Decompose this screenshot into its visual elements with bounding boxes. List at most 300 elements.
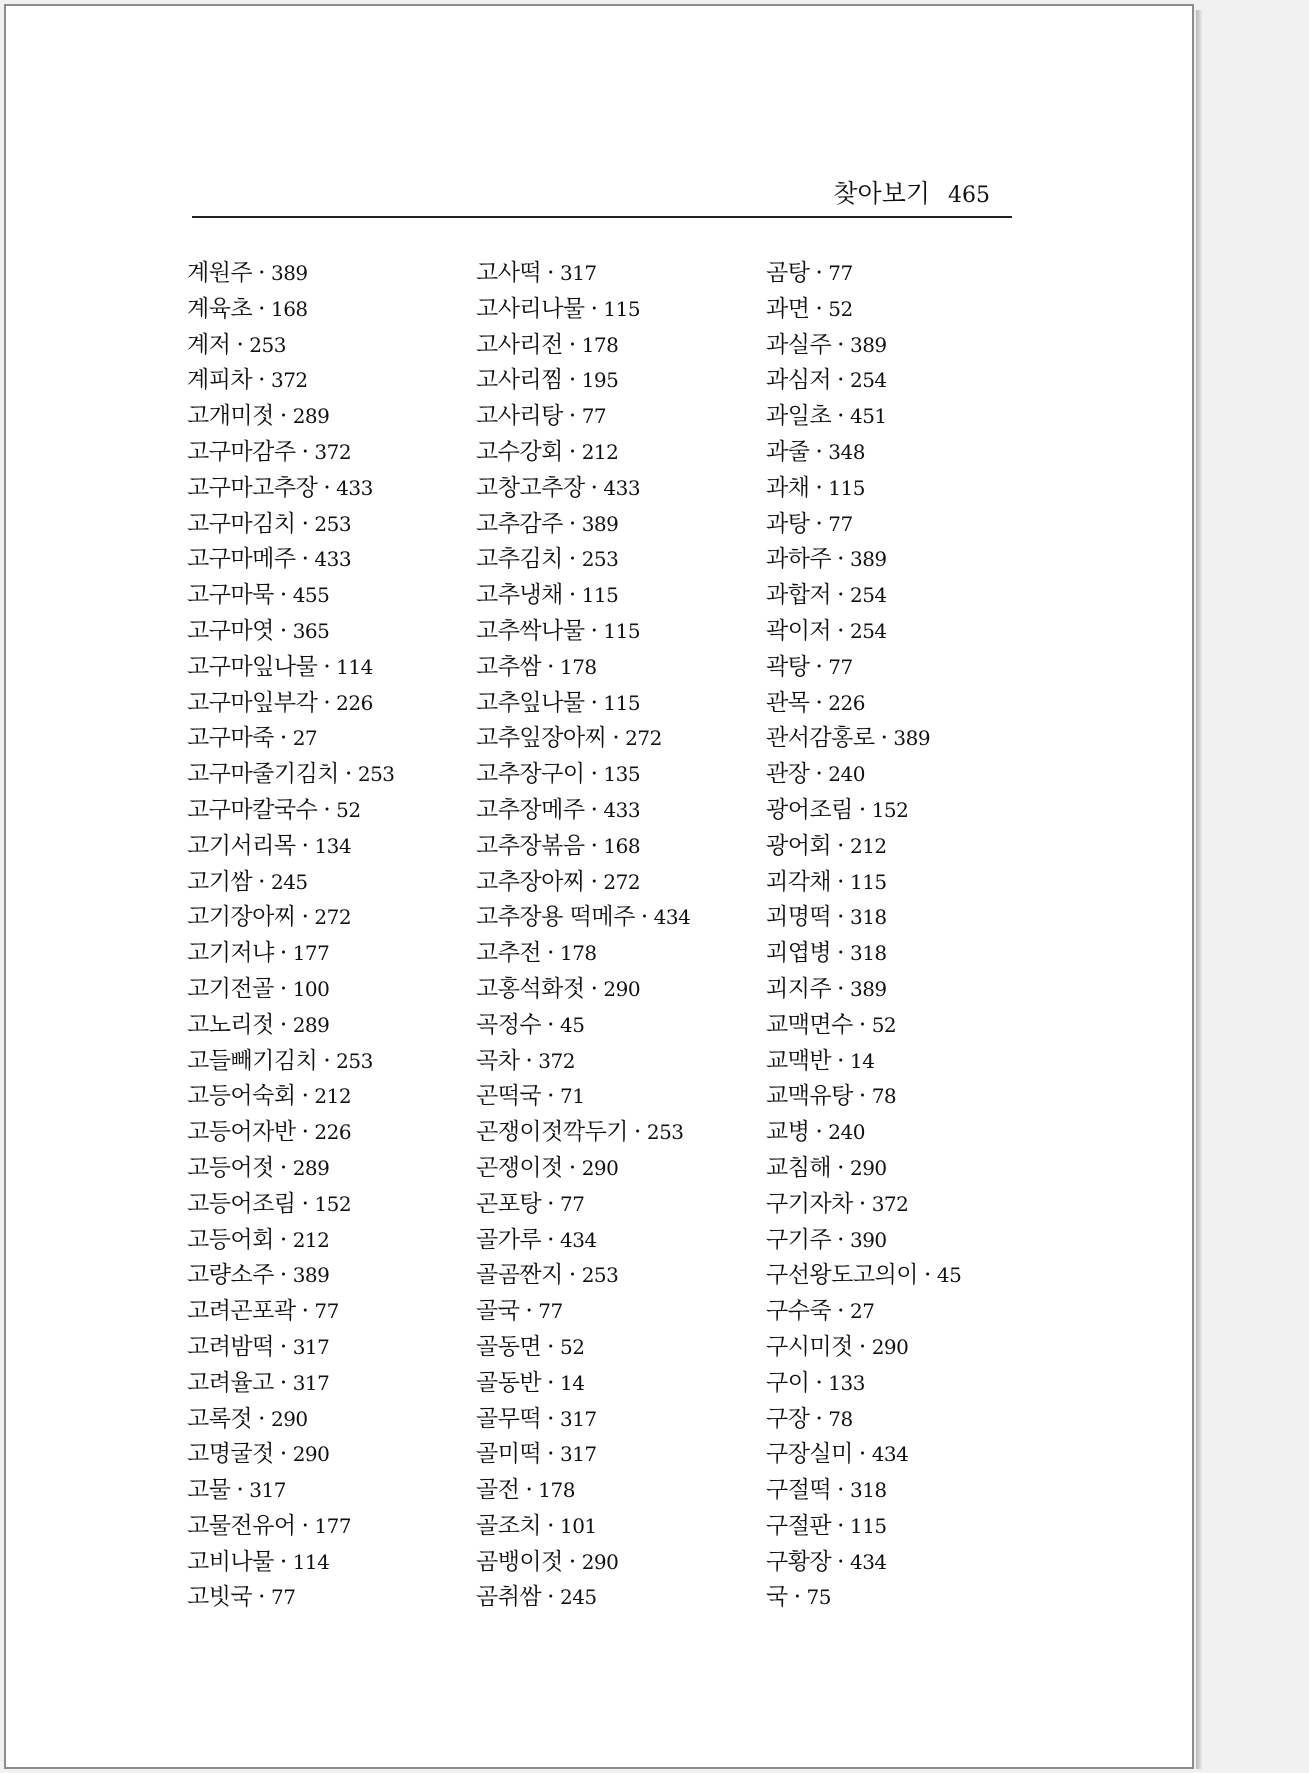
index-entry — [766, 793, 1066, 829]
index-page-number: 318 — [849, 941, 887, 966]
index-page-number: 389 — [849, 332, 887, 357]
index-page-number: 272 — [314, 905, 352, 930]
index-separator: · — [279, 725, 287, 752]
index-page-number: 389 — [849, 547, 887, 572]
index-term: 고수강회 — [476, 438, 563, 465]
index-separator: · — [279, 1011, 287, 1038]
index-separator: · — [815, 653, 823, 680]
index-entry — [187, 507, 487, 543]
index-page-number: 14 — [559, 1370, 585, 1395]
index-entry — [766, 1545, 1066, 1581]
index-entry — [766, 328, 1066, 364]
index-page-number: 433 — [336, 475, 373, 500]
index-term: 골전 — [476, 1477, 520, 1504]
index-term: 고물전유어 — [187, 1512, 296, 1539]
index-separator: · — [837, 904, 844, 931]
index-page-number: 245 — [559, 1585, 597, 1610]
index-term: 구장실미 — [766, 1441, 853, 1468]
index-page-number: 434 — [871, 1442, 909, 1467]
index-page-number: 152 — [871, 797, 909, 822]
index-page-number: 253 — [357, 762, 395, 787]
index-term: 과면 — [766, 295, 810, 322]
index-term: 고구마묵 — [187, 582, 274, 609]
index-page-number: 272 — [603, 869, 641, 894]
index-entry — [187, 1437, 487, 1473]
index-term: 과하주 — [766, 546, 832, 573]
index-page-number: 77 — [270, 1585, 296, 1610]
index-entry — [766, 686, 1066, 722]
index-separator: · — [568, 403, 576, 430]
index-entry — [476, 757, 776, 793]
index-term: 고추잎장아찌 — [476, 725, 607, 752]
index-entry — [476, 1580, 776, 1616]
index-entry — [766, 1366, 1066, 1402]
index-page-number: 290 — [292, 1442, 330, 1467]
index-page-number: 115 — [603, 296, 641, 321]
index-term: 고사리전 — [476, 331, 563, 358]
index-separator: · — [279, 617, 287, 644]
index-entry — [187, 471, 487, 507]
index-page-number: 290 — [581, 1155, 619, 1180]
index-separator: · — [858, 1441, 866, 1468]
index-term: 고추장용 떡메주 — [476, 904, 635, 931]
index-separator: · — [279, 1548, 287, 1575]
index-page-number: 212 — [292, 1227, 330, 1252]
index-separator: · — [547, 1369, 554, 1396]
index-term: 고구마엿 — [187, 617, 274, 644]
index-term: 교맥반 — [766, 1047, 832, 1074]
index-page-number: 115 — [828, 475, 865, 500]
index-separator: · — [258, 1584, 265, 1611]
index-term: 고사리찜 — [476, 367, 563, 394]
index-separator: · — [837, 1298, 844, 1325]
index-entry — [476, 399, 776, 435]
index-page-number: 433 — [603, 475, 641, 500]
index-separator: · — [547, 1584, 554, 1611]
index-separator: · — [547, 1190, 554, 1217]
index-entry — [766, 1258, 1066, 1294]
index-entry — [476, 793, 776, 829]
index-separator: · — [236, 1477, 244, 1504]
index-term: 교병 — [766, 1119, 810, 1146]
index-page-number: 434 — [559, 1227, 597, 1252]
index-term: 고노리젓 — [187, 1011, 274, 1038]
index-page-number: 240 — [828, 762, 865, 787]
index-term: 고기저냐 — [187, 940, 274, 967]
index-entry — [766, 1330, 1066, 1366]
index-term: 계저 — [187, 331, 231, 358]
index-separator: · — [837, 1548, 844, 1575]
index-entry — [187, 1580, 487, 1616]
index-separator: · — [301, 510, 309, 537]
index-page-number: 115 — [581, 583, 619, 608]
index-page-number: 27 — [292, 726, 318, 751]
index-entry — [187, 256, 487, 292]
index-term: 곤쟁이젓 — [476, 1154, 563, 1181]
index-term: 고구마김치 — [187, 510, 296, 537]
index-term: 고홍석화젓 — [476, 975, 585, 1002]
index-term: 과심저 — [766, 367, 832, 394]
index-page-number: 433 — [603, 797, 641, 822]
index-page-number: 389 — [849, 976, 887, 1001]
index-page-number: 77 — [314, 1299, 339, 1324]
index-entry — [187, 1545, 487, 1581]
index-entry — [766, 1044, 1066, 1080]
index-entry — [476, 614, 776, 650]
index-separator: · — [858, 1333, 866, 1360]
index-page-number: 365 — [292, 618, 330, 643]
index-page-number: 177 — [314, 1513, 352, 1538]
index-entry — [187, 1115, 487, 1151]
index-entry — [476, 829, 776, 865]
index-separator: · — [837, 1477, 844, 1504]
index-separator: · — [837, 1226, 844, 1253]
index-entry — [766, 936, 1066, 972]
index-separator: · — [323, 653, 331, 680]
index-entry — [766, 1402, 1066, 1438]
index-term: 고등어젓 — [187, 1154, 274, 1181]
index-entry — [766, 829, 1066, 865]
index-page-number: 212 — [849, 833, 887, 858]
index-separator: · — [590, 796, 598, 823]
index-separator: · — [323, 796, 331, 823]
index-entry — [476, 1294, 776, 1330]
index-entry — [476, 1545, 776, 1581]
index-separator: · — [323, 474, 331, 501]
index-term: 과줄 — [766, 438, 810, 465]
index-page-number: 52 — [828, 296, 853, 321]
index-term: 고구마고추장 — [187, 474, 318, 501]
index-separator: · — [837, 940, 844, 967]
index-separator: · — [279, 975, 287, 1002]
index-term: 고려곤포곽 — [187, 1298, 296, 1325]
index-entry — [766, 1151, 1066, 1187]
index-separator: · — [815, 510, 823, 537]
index-column-2 — [476, 256, 776, 1616]
index-page-number: 254 — [849, 583, 887, 608]
index-page-number: 77 — [538, 1299, 563, 1324]
index-page-number: 390 — [849, 1227, 887, 1252]
index-page-number: 52 — [559, 1334, 585, 1359]
index-term: 계육초 — [187, 295, 253, 322]
index-separator: · — [568, 1548, 576, 1575]
index-separator: · — [590, 975, 598, 1002]
index-page-number: 152 — [314, 1191, 352, 1216]
index-entry — [187, 829, 487, 865]
index-entry — [187, 1258, 487, 1294]
index-page-number: 455 — [292, 583, 330, 608]
index-entry — [476, 1473, 776, 1509]
index-separator: · — [815, 1405, 823, 1432]
index-page-number: 178 — [559, 941, 597, 966]
index-separator: · — [279, 940, 287, 967]
index-separator: · — [301, 832, 309, 859]
index-page-number: 52 — [871, 1012, 897, 1037]
index-page-number: 77 — [828, 511, 853, 536]
index-term: 고창고추장 — [476, 474, 585, 501]
index-term: 고비나물 — [187, 1548, 274, 1575]
index-term: 고구마칼국수 — [187, 796, 318, 823]
index-page-number: 101 — [559, 1513, 597, 1538]
index-term: 괴지주 — [766, 975, 832, 1002]
index-separator: · — [525, 1298, 533, 1325]
index-term: 고추김치 — [476, 546, 563, 573]
index-entry — [476, 1151, 776, 1187]
index-entry — [476, 471, 776, 507]
index-page-number: 317 — [559, 1406, 597, 1431]
index-entry — [766, 256, 1066, 292]
index-entry — [766, 757, 1066, 793]
index-separator: · — [345, 761, 352, 788]
index-entry — [476, 435, 776, 471]
index-separator: · — [837, 868, 844, 895]
index-page-number: 317 — [292, 1370, 330, 1395]
index-page-number: 77 — [828, 261, 853, 285]
index-separator: · — [301, 1512, 309, 1539]
index-separator: · — [258, 1405, 265, 1432]
index-entry — [766, 435, 1066, 471]
index-entry — [476, 1223, 776, 1259]
index-page-number: 434 — [653, 905, 691, 930]
index-page-number: 317 — [292, 1334, 330, 1359]
index-entry — [766, 292, 1066, 328]
index-entry — [766, 900, 1066, 936]
index-page-number: 27 — [849, 1299, 875, 1324]
index-entry — [766, 1437, 1066, 1473]
index-term: 고려율고 — [187, 1369, 274, 1396]
index-page-number: 77 — [559, 1191, 585, 1216]
index-separator: · — [279, 1369, 287, 1396]
index-entry — [187, 650, 487, 686]
index-page-number: 195 — [581, 368, 619, 393]
index-entry — [476, 292, 776, 328]
index-term: 계피차 — [187, 367, 253, 394]
index-separator: · — [837, 546, 844, 573]
index-separator: · — [236, 331, 244, 358]
index-entry — [476, 256, 776, 292]
index-page-number: 115 — [849, 1513, 887, 1538]
index-term: 곤쟁이젓깍두기 — [476, 1119, 629, 1146]
index-term: 고추장메주 — [476, 796, 585, 823]
index-page-number: 290 — [849, 1155, 887, 1180]
index-term: 고구마죽 — [187, 725, 274, 752]
index-term: 고추장구이 — [476, 761, 585, 788]
index-page-number: 115 — [603, 690, 641, 715]
index-separator: · — [568, 1154, 576, 1181]
index-separator: · — [547, 940, 554, 967]
index-page-number: 290 — [581, 1549, 619, 1574]
index-entry — [476, 1509, 776, 1545]
index-separator: · — [258, 868, 265, 895]
index-page-number: 389 — [292, 1263, 330, 1288]
index-separator: · — [590, 474, 598, 501]
index-page-number: 212 — [581, 439, 619, 464]
index-term: 고등어조림 — [187, 1190, 296, 1217]
index-entry — [187, 865, 487, 901]
index-entry — [476, 721, 776, 757]
index-term: 교맥유탕 — [766, 1083, 853, 1110]
index-term: 과실주 — [766, 331, 832, 358]
index-page-number: 168 — [270, 296, 308, 321]
index-term: 골미떡 — [476, 1441, 542, 1468]
index-term: 곽탕 — [766, 653, 810, 680]
index-page-number: 114 — [336, 654, 373, 679]
index-entry — [187, 435, 487, 471]
index-entry — [766, 1187, 1066, 1223]
index-page-number: 226 — [828, 690, 865, 715]
index-entry — [476, 686, 776, 722]
index-entry — [187, 1044, 487, 1080]
index-entry — [476, 1115, 776, 1151]
index-term: 구기자차 — [766, 1190, 853, 1217]
index-term: 구수죽 — [766, 1298, 832, 1325]
index-term: 고명굴젓 — [187, 1441, 274, 1468]
index-term: 고구마잎부각 — [187, 689, 318, 716]
index-term: 곡차 — [476, 1047, 520, 1074]
index-page-number: 317 — [559, 261, 597, 285]
index-entry — [476, 865, 776, 901]
index-separator: · — [323, 1047, 331, 1074]
index-separator: · — [547, 1333, 554, 1360]
header-text — [833, 178, 990, 212]
index-term: 교침해 — [766, 1154, 832, 1181]
header-page-number: 465 — [948, 183, 990, 208]
index-term: 고추냉채 — [476, 582, 563, 609]
index-page-number: 289 — [292, 1155, 330, 1180]
index-entry — [766, 1473, 1066, 1509]
index-entry — [476, 900, 776, 936]
index-page-number: 253 — [581, 1263, 619, 1288]
index-entry — [476, 507, 776, 543]
page-header — [192, 174, 1012, 218]
index-page-number: 45 — [559, 1012, 585, 1037]
index-entry — [476, 972, 776, 1008]
index-page-number: 389 — [270, 261, 308, 285]
index-page-number: 372 — [538, 1048, 575, 1073]
index-page-number: 389 — [581, 511, 619, 536]
index-page-number: 133 — [828, 1370, 865, 1395]
index-separator: · — [279, 582, 287, 609]
index-separator: · — [837, 582, 844, 609]
index-entry — [476, 578, 776, 614]
index-entry — [476, 1079, 776, 1115]
index-separator: · — [301, 1119, 309, 1146]
index-entry — [766, 972, 1066, 1008]
index-page-number: 254 — [849, 618, 887, 643]
index-term: 고구마메주 — [187, 546, 296, 573]
index-term: 고등어숙회 — [187, 1083, 296, 1110]
index-entry — [187, 292, 487, 328]
index-entry — [187, 1330, 487, 1366]
index-term: 과합저 — [766, 582, 832, 609]
index-entry — [476, 328, 776, 364]
index-page-number: 253 — [581, 547, 619, 572]
index-separator: · — [547, 653, 554, 680]
index-page-number: 135 — [603, 762, 641, 787]
index-term: 과탕 — [766, 510, 810, 537]
index-separator: · — [279, 1333, 287, 1360]
index-page-number: 318 — [849, 905, 887, 930]
index-separator: · — [547, 1512, 554, 1539]
index-term: 곤떡국 — [476, 1083, 542, 1110]
index-entry — [187, 972, 487, 1008]
book-page — [4, 4, 1194, 1769]
index-separator: · — [924, 1262, 931, 1289]
index-separator: · — [793, 1584, 801, 1611]
index-separator: · — [590, 617, 598, 644]
index-page-number: 78 — [871, 1084, 897, 1109]
index-separator: · — [301, 1190, 309, 1217]
index-page-number: 14 — [849, 1048, 875, 1073]
index-separator: · — [837, 975, 844, 1002]
index-term: 고추쌈 — [476, 653, 542, 680]
index-entry — [187, 614, 487, 650]
index-page-number: 253 — [314, 511, 352, 536]
index-separator: · — [279, 1226, 287, 1253]
index-page-number: 318 — [849, 1478, 887, 1503]
index-term: 고개미젓 — [187, 403, 274, 430]
index-entry — [476, 1044, 776, 1080]
index-page-number: 115 — [849, 869, 887, 894]
index-term: 구황장 — [766, 1548, 832, 1575]
index-page-number: 254 — [849, 368, 887, 393]
index-separator: · — [837, 617, 844, 644]
index-entry — [187, 578, 487, 614]
index-entry — [187, 936, 487, 972]
index-entry — [766, 865, 1066, 901]
index-separator: · — [837, 331, 844, 358]
index-separator: · — [815, 260, 823, 286]
index-term: 고사리나물 — [476, 295, 585, 322]
index-page-number: 77 — [581, 404, 607, 429]
index-entry — [187, 1223, 487, 1259]
index-separator: · — [858, 1190, 866, 1217]
index-separator: · — [547, 1226, 554, 1253]
index-separator: · — [590, 868, 598, 895]
index-separator: · — [590, 689, 598, 716]
index-term: 괴각채 — [766, 868, 832, 895]
index-entry — [476, 542, 776, 578]
index-term: 고구마잎나물 — [187, 653, 318, 680]
index-term: 고량소주 — [187, 1262, 274, 1289]
index-entry — [766, 614, 1066, 650]
index-page-number: 272 — [625, 726, 662, 751]
index-separator: · — [568, 331, 576, 358]
index-separator: · — [547, 1441, 554, 1468]
index-entry — [187, 1294, 487, 1330]
index-entry — [187, 1187, 487, 1223]
index-entry — [766, 1115, 1066, 1151]
index-entry — [187, 1079, 487, 1115]
index-term: 국 — [766, 1584, 788, 1611]
index-entry — [766, 1509, 1066, 1545]
index-entry — [766, 471, 1066, 507]
index-page-number: 45 — [936, 1263, 962, 1288]
index-page-number: 78 — [828, 1406, 853, 1431]
index-entry — [766, 1223, 1066, 1259]
index-separator: · — [815, 1369, 823, 1396]
index-page-number: 168 — [603, 833, 641, 858]
index-page-number: 253 — [646, 1120, 684, 1145]
index-entry — [187, 1151, 487, 1187]
index-column-1 — [187, 256, 487, 1616]
index-entry — [476, 363, 776, 399]
index-entry — [476, 1366, 776, 1402]
index-separator: · — [837, 1154, 844, 1181]
index-separator: · — [279, 1441, 287, 1468]
index-page-number: 75 — [806, 1585, 831, 1610]
index-page-number: 451 — [849, 404, 887, 429]
